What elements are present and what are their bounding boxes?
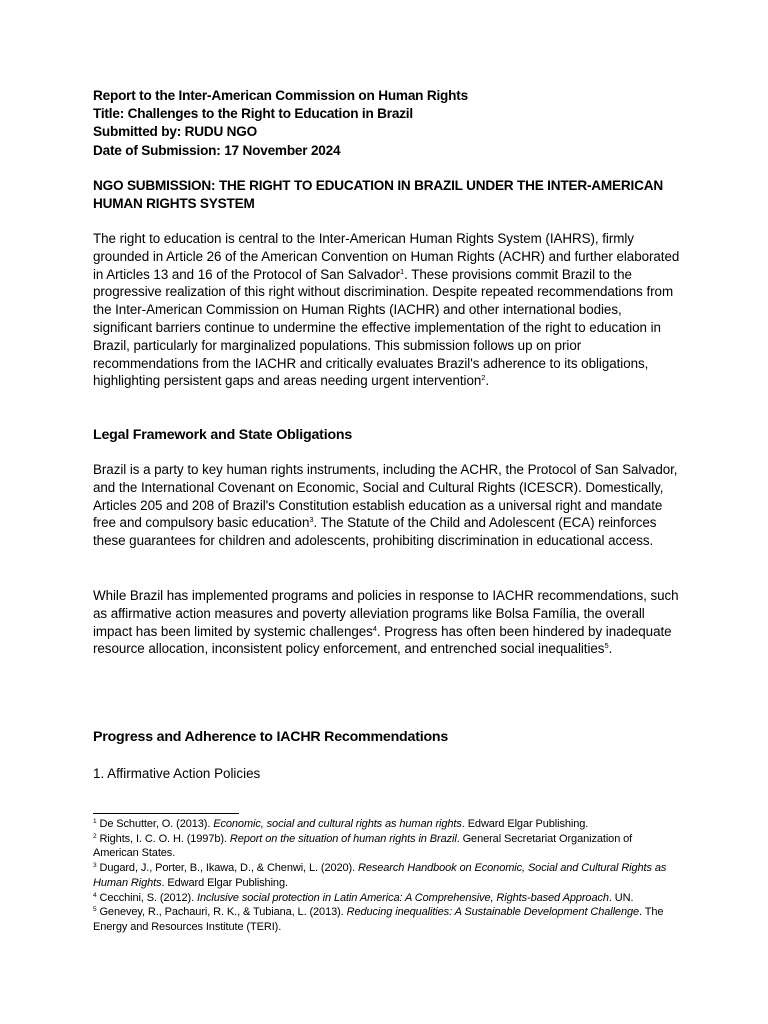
footnote-text: . The Energy and Resources Institute (TERI). xyxy=(93,906,664,933)
intro-paragraph xyxy=(93,230,680,390)
paragraph-text: . xyxy=(608,641,613,657)
report-title: Title: Challenges to the Right to Education in Brazil xyxy=(93,106,413,122)
footnote-text: Cecchini, S. (2012). xyxy=(96,891,198,904)
footnotes xyxy=(93,817,675,935)
footnote-text: Rights, I. C. O. H. (1997b). xyxy=(96,832,230,845)
footnote-text: Genevey, R., Pachauri, R. K., & Tubiana, L. (2013). xyxy=(96,906,347,919)
paragraph-text: . Progress has often been hindered by inadequate resource allocation, inconsistent policy enforcement, and entrenched social inequalities xyxy=(93,623,672,657)
footnote-4 xyxy=(93,891,675,906)
footnote-text: . Edward Elgar Publishing. xyxy=(461,818,589,830)
footnote-3 xyxy=(93,861,675,890)
footnote-5 xyxy=(93,905,675,934)
footnote-title: Reducing inequalities: A Sustainable Development Challenge xyxy=(346,906,640,919)
intro-text: The right to education is central to the Inter-American Human Rights System (IAHRS), firmly grounded in Article 26 of the American Convention on Human Rights (ACHR) and further elaborated in Articles 13 and 16 of the Protocol of San Salvador xyxy=(93,231,680,282)
footnote-separator xyxy=(93,813,239,814)
footnote-ref[interactable]: 5 xyxy=(604,641,609,651)
footnote-number: 3 xyxy=(93,862,97,870)
footnote-text: . General Secretariat Organization of American States. xyxy=(93,832,633,860)
report-date: Date of Submission: 17 November 2024 xyxy=(93,142,341,158)
report-header xyxy=(93,87,675,160)
main-heading: NGO SUBMISSION: THE RIGHT TO EDUCATION IN BRAZIL UNDER THE INTER-AMERICAN HUMAN RIGHTS SYSTEM xyxy=(93,178,663,212)
list-item-affirmative-action: 1. Affirmative Action Policies xyxy=(93,766,261,781)
footnote-1 xyxy=(93,817,675,832)
footnote-2 xyxy=(93,832,675,861)
footnote-ref[interactable]: 4 xyxy=(372,623,377,633)
footnote-ref[interactable]: 1 xyxy=(400,266,405,276)
footnote-text: . UN. xyxy=(608,891,634,904)
paragraph-text: . The Statute of the Child and Adolescent (ECA) reinforces these guarantees for children and adolescents, prohibiting discrimination in educational access. xyxy=(93,515,657,549)
footnote-number: 2 xyxy=(93,832,97,840)
report-submitter: Submitted by: RUDU NGO xyxy=(93,124,258,140)
footnote-text: De Schutter, O. (2013). xyxy=(96,818,214,830)
section-heading-progress: Progress and Adherence to IACHR Recommendations xyxy=(93,729,449,745)
intro-text: . xyxy=(485,373,490,389)
report-recipient: Report to the Inter-American Commission on Human Rights xyxy=(93,88,468,103)
legal-paragraph-1 xyxy=(93,461,680,550)
footnote-number: 5 xyxy=(93,906,97,914)
footnote-title: Report on the situation of human rights in Brazil xyxy=(229,832,457,845)
legal-paragraph-2 xyxy=(93,587,680,658)
footnote-title: Inclusive social protection in Latin America: A Comprehensive, Rights-based Approach xyxy=(197,891,609,904)
footnote-title: Research Handbook on Economic, Social and Cultural Rights as Human Rights xyxy=(93,862,667,889)
footnote-ref[interactable]: 2 xyxy=(481,373,486,383)
footnote-number: 1 xyxy=(93,818,97,825)
footnote-text: Dugard, J., Porter, B., Ikawa, D., & Chenwi, L. (2020). xyxy=(96,862,358,875)
paragraph-text: Brazil is a party to key human rights instruments, including the ACHR, the Protocol of San Salvador, and the International Covenant on Economic, Social and Cultural Rights (ICESCR). Domestically, Articles 205 and 208 of Brazil's Constitution establish education as a universal right and mandate free and compulsory basic education xyxy=(93,462,678,531)
footnote-ref[interactable]: 3 xyxy=(309,515,314,525)
section-heading-legal: Legal Framework and State Obligations xyxy=(93,427,353,443)
footnote-title: Economic, social and cultural rights as human rights xyxy=(213,818,462,830)
intro-text: . These provisions commit Brazil to the progressive realization of this right without discrimination. Despite repeated recommendations from the Inter-American Commission on Human Rights (IACHR) and other international bodies, significant barriers continue to undermine the effective implementation of the right to education in Brazil, particularly for marginalized populations. This submission follows up on prior recommendations from the IACHR and critically evaluates Brazil's adherence to its obligations, highlighting persistent gaps and areas needing urgent intervention xyxy=(93,266,674,389)
footnote-text: . Edward Elgar Publishing. xyxy=(161,876,288,889)
footnote-number: 4 xyxy=(93,891,97,899)
paragraph-text: While Brazil has implemented programs and policies in response to IACHR recommendations, such as affirmative action measures and poverty alleviation programs like Bolsa Família, the overall impact has been limited by systemic challenges xyxy=(93,588,679,639)
